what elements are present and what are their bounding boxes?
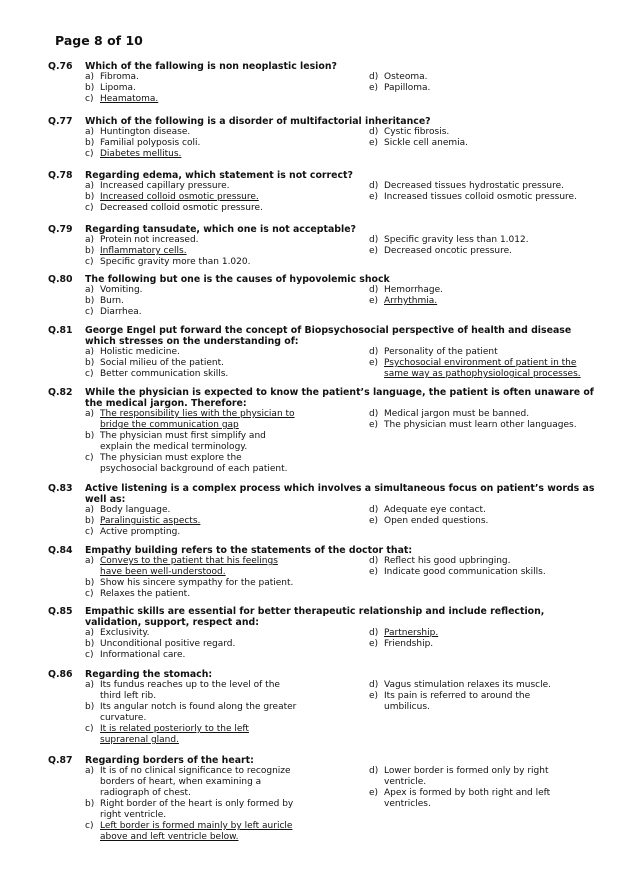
option-letter: a) [85, 628, 95, 638]
option-letter: a) [85, 505, 95, 515]
option-letter: d) [369, 235, 379, 245]
option-letter: c) [85, 589, 94, 599]
option-letter: c) [85, 527, 94, 537]
answer-option [85, 192, 320, 203]
option-letter: a) [85, 347, 95, 357]
option-text: It is of no clinical significance to recognize borders of heart, when examining a radiograph of chest. [100, 766, 291, 798]
option-text: Informational care. [100, 650, 186, 660]
option-text: Unconditional positive regard. [100, 639, 236, 649]
option-letter: a) [85, 181, 95, 191]
options-left-column [85, 556, 297, 600]
question-text: Which of the following is a disorder of multifactorial inheritance? [85, 116, 431, 127]
answer-option [369, 409, 604, 420]
option-text: Decreased colloid osmotic pressure. [100, 203, 263, 213]
option-letter: b) [85, 799, 95, 809]
question-text: Which of the fallowing is non neoplastic lesion? [85, 61, 337, 72]
options-left-column [85, 285, 320, 318]
answer-option [85, 527, 320, 538]
question-text: Regarding tansudate, which one is not acceptable? [85, 224, 356, 235]
question-text: Active listening is a complex process which involves a simultaneous focus on patient’s words as well as: [85, 483, 595, 505]
answer-option [369, 83, 604, 94]
option-text: Cystic fibrosis. [384, 127, 450, 137]
answer-option [85, 650, 320, 661]
options-left-column [85, 505, 320, 538]
option-letter: e) [369, 516, 379, 526]
option-text: Vomiting. [100, 285, 143, 295]
option-letter: d) [369, 181, 379, 191]
answer-option [369, 72, 604, 83]
question-number: Q.85 [48, 606, 73, 617]
option-text: Increased capillary pressure. [100, 181, 230, 191]
option-letter: b) [85, 358, 95, 368]
option-letter: e) [369, 192, 379, 202]
options-left-column [85, 680, 297, 746]
option-letter: e) [369, 246, 379, 256]
option-text: Reflect his good upbringing. [384, 556, 511, 566]
answer-option [369, 127, 604, 138]
option-text: Huntington disease. [100, 127, 191, 137]
option-letter: e) [369, 691, 379, 701]
option-letter: c) [85, 203, 94, 213]
answer-option [85, 235, 320, 246]
answer-option [85, 181, 320, 192]
question-number: Q.76 [48, 61, 73, 72]
option-text: Body language. [100, 505, 171, 515]
option-text: The physician must first simplify and explain the medical terminology. [100, 431, 266, 452]
answer-option [85, 203, 320, 214]
option-text: Medical jargon must be banned. [384, 409, 530, 419]
option-letter: a) [85, 680, 95, 690]
option-letter: e) [369, 788, 379, 798]
question-text: Regarding borders of the heart: [85, 755, 254, 766]
option-text: Papilloma. [384, 83, 431, 93]
option-text: Its fundus reaches up to the level of the third left rib. [100, 680, 280, 701]
option-text: The physician must learn other languages. [384, 420, 577, 430]
options-left-column [85, 766, 297, 843]
option-letter: e) [369, 296, 379, 306]
option-text: Hemorrhage. [384, 285, 443, 295]
correct-answer-text: Partnership. [384, 628, 439, 638]
options-right-column [369, 127, 604, 149]
option-letter: a) [85, 127, 95, 137]
answer-option [369, 138, 604, 149]
correct-answer-text: Paralinguistic aspects. [100, 516, 201, 526]
option-text: Osteoma. [384, 72, 428, 82]
option-text: Holistic medicine. [100, 347, 180, 357]
answer-option [85, 628, 320, 639]
option-text: Sickle cell anemia. [384, 138, 469, 148]
option-letter: d) [369, 628, 379, 638]
option-text: Adequate eye contact. [384, 505, 486, 515]
answer-option [85, 702, 297, 724]
answer-option [85, 285, 320, 296]
correct-answer-text: Psychosocial environment of patient in the same way as pathophysiological processes. [384, 358, 581, 379]
answer-option [85, 307, 320, 318]
option-text: Decreased tissues hydrostatic pressure. [384, 181, 565, 191]
options-right-column [369, 72, 604, 94]
answer-option [85, 127, 320, 138]
answer-option [85, 431, 297, 453]
option-letter: c) [85, 257, 94, 267]
answer-option [369, 296, 604, 307]
answer-option [85, 296, 320, 307]
option-text: Active prompting. [100, 527, 181, 537]
option-letter: d) [369, 127, 379, 137]
options-right-column [369, 181, 604, 203]
options-left-column [85, 127, 320, 160]
option-letter: b) [85, 192, 95, 202]
question-text: Empathy building refers to the statements of the doctor that: [85, 545, 413, 556]
correct-answer-text: It is related posteriorly to the left suprarenal gland. [100, 724, 249, 745]
correct-answer-text: Increased colloid osmotic pressure. [100, 192, 259, 202]
option-text: Right border of the heart is only formed by right ventricle. [100, 799, 294, 820]
option-text: Better communication skills. [100, 369, 229, 379]
answer-option [369, 505, 604, 516]
options-right-column [369, 556, 604, 578]
answer-option [85, 505, 320, 516]
option-letter: a) [85, 556, 95, 566]
answer-option [369, 420, 604, 431]
options-right-column [369, 285, 604, 307]
option-text: Burn. [100, 296, 124, 306]
options-right-column [369, 766, 559, 810]
correct-answer-text: Inflammatory cells. [100, 246, 187, 256]
answer-option [369, 691, 559, 713]
question-text: Regarding the stomach: [85, 669, 213, 680]
option-letter: b) [85, 431, 95, 441]
option-text: Diarrhea. [100, 307, 142, 317]
option-text: Decreased oncotic pressure. [384, 246, 513, 256]
option-letter: b) [85, 246, 95, 256]
option-text: Social milieu of the patient. [100, 358, 224, 368]
option-text: Protein not increased. [100, 235, 199, 245]
option-text: Friendship. [384, 639, 434, 649]
answer-option [85, 347, 320, 358]
options-left-column [85, 409, 297, 475]
option-text: Exclusivity. [100, 628, 150, 638]
option-text: Personality of the patient [384, 347, 498, 357]
answer-option [85, 94, 320, 105]
question-number: Q.79 [48, 224, 73, 235]
answer-option [369, 788, 559, 810]
option-letter: a) [85, 409, 95, 419]
question-text: George Engel put forward the concept of Biopsychosocial perspective of health and disease which stresses on the understanding of: [85, 325, 572, 347]
answer-option [85, 556, 297, 578]
answer-option [85, 72, 320, 83]
option-letter: e) [369, 567, 379, 577]
answer-option [85, 149, 320, 160]
answer-option [85, 821, 297, 843]
answer-option [369, 567, 604, 578]
answer-option [85, 246, 320, 257]
option-letter: c) [85, 369, 94, 379]
answer-option [85, 138, 320, 149]
options-right-column [369, 680, 559, 713]
option-text: Its pain is referred to around the umbilicus. [384, 691, 531, 712]
answer-option [369, 181, 604, 192]
option-letter: c) [85, 94, 94, 104]
question-number: Q.82 [48, 387, 73, 398]
option-text: Lower border is formed only by right ventricle. [384, 766, 549, 787]
option-text: Apex is formed by both right and left ventricles. [384, 788, 551, 809]
options-right-column [369, 505, 604, 527]
option-letter: b) [85, 83, 95, 93]
question-number: Q.86 [48, 669, 73, 680]
options-right-column [369, 628, 604, 650]
option-letter: d) [369, 505, 379, 515]
options-right-column [369, 409, 604, 431]
answer-option [369, 347, 581, 358]
option-letter: e) [369, 420, 379, 430]
option-letter: a) [85, 72, 95, 82]
question-text: While the physician is expected to know the patient’s language, the patient is often unaware of the medical jargon. Therefore: [85, 387, 594, 409]
answer-option [369, 285, 604, 296]
option-letter: e) [369, 358, 379, 368]
question-text: Regarding edema, which statement is not correct? [85, 170, 353, 181]
answer-option [85, 799, 297, 821]
option-letter: d) [369, 680, 379, 690]
question-number: Q.83 [48, 483, 73, 494]
options-right-column [369, 235, 604, 257]
correct-answer-text: Heamatoma. [100, 94, 159, 104]
correct-answer-text: Diabetes mellitus. [100, 149, 182, 159]
option-letter: c) [85, 821, 94, 831]
options-left-column [85, 72, 320, 105]
option-letter: a) [85, 235, 95, 245]
option-letter: d) [369, 766, 379, 776]
option-letter: a) [85, 285, 95, 295]
answer-option [369, 246, 604, 257]
option-letter: d) [369, 347, 379, 357]
correct-answer-text: The responsibility lies with the physician to bridge the communication gap [100, 409, 295, 430]
answer-option [85, 257, 320, 268]
option-letter: b) [85, 702, 95, 712]
question-text: Empathic skills are essential for better therapeutic relationship and include reflection, validation, support, respect and: [85, 606, 545, 628]
option-text: Familial polyposis coli. [100, 138, 201, 148]
answer-option [369, 766, 559, 788]
option-letter: e) [369, 639, 379, 649]
answer-option [369, 516, 604, 527]
option-text: Its angular notch is found along the greater curvature. [100, 702, 297, 723]
answer-option [369, 192, 604, 203]
option-letter: c) [85, 149, 94, 159]
correct-answer-text: Arrhythmia. [384, 296, 438, 306]
answer-option [85, 724, 297, 746]
option-letter: d) [369, 72, 379, 82]
option-text: Vagus stimulation relaxes its muscle. [384, 680, 552, 690]
option-letter: b) [85, 296, 95, 306]
option-text: Fibroma. [100, 72, 139, 82]
options-left-column [85, 235, 320, 268]
question-number: Q.87 [48, 755, 73, 766]
options-left-column [85, 347, 320, 380]
option-letter: b) [85, 639, 95, 649]
answer-option [369, 556, 604, 567]
question-number: Q.78 [48, 170, 73, 181]
question-number: Q.77 [48, 116, 73, 127]
answer-option [85, 766, 297, 799]
options-right-column [369, 347, 581, 380]
option-letter: a) [85, 766, 95, 776]
answer-option [369, 235, 604, 246]
option-letter: b) [85, 516, 95, 526]
option-text: Specific gravity more than 1.020. [100, 257, 251, 267]
option-letter: d) [369, 285, 379, 295]
option-text: Lipoma. [100, 83, 136, 93]
answer-option [85, 83, 320, 94]
answer-option [369, 639, 604, 650]
option-text: Open ended questions. [384, 516, 489, 526]
answer-option [85, 639, 320, 650]
page-number-header: Page 8 of 10 [55, 33, 143, 48]
question-number: Q.80 [48, 274, 73, 285]
option-letter: d) [369, 409, 379, 419]
option-text: Indicate good communication skills. [384, 567, 546, 577]
answer-option [85, 409, 297, 431]
answer-option [85, 358, 320, 369]
options-left-column [85, 181, 320, 214]
option-text: Relaxes the patient. [100, 589, 191, 599]
option-letter: c) [85, 453, 94, 463]
answer-option [85, 589, 297, 600]
question-text: The following but one is the causes of hypovolemic shock [85, 274, 390, 285]
answer-option [369, 628, 604, 639]
answer-option [369, 358, 581, 380]
option-letter: b) [85, 578, 95, 588]
option-letter: e) [369, 83, 379, 93]
option-text: Increased tissues colloid osmotic pressure. [384, 192, 577, 202]
option-letter: c) [85, 650, 94, 660]
option-letter: b) [85, 138, 95, 148]
option-letter: e) [369, 138, 379, 148]
option-text: Specific gravity less than 1.012. [384, 235, 529, 245]
option-letter: c) [85, 724, 94, 734]
option-letter: c) [85, 307, 94, 317]
question-number: Q.81 [48, 325, 73, 336]
option-text: Show his sincere sympathy for the patient. [100, 578, 294, 588]
answer-option [85, 578, 297, 589]
options-left-column [85, 628, 320, 661]
question-number: Q.84 [48, 545, 73, 556]
answer-option [85, 516, 320, 527]
correct-answer-text: Left border is formed mainly by left auricle above and left ventricle below. [100, 821, 293, 842]
answer-option [85, 680, 297, 702]
answer-option [369, 680, 559, 691]
option-letter: d) [369, 556, 379, 566]
answer-option [85, 369, 320, 380]
option-text: The physician must explore the psychosocial background of each patient. [100, 453, 288, 474]
answer-option [85, 453, 297, 475]
correct-answer-text: Conveys to the patient that his feelings have been well-understood. [100, 556, 278, 577]
